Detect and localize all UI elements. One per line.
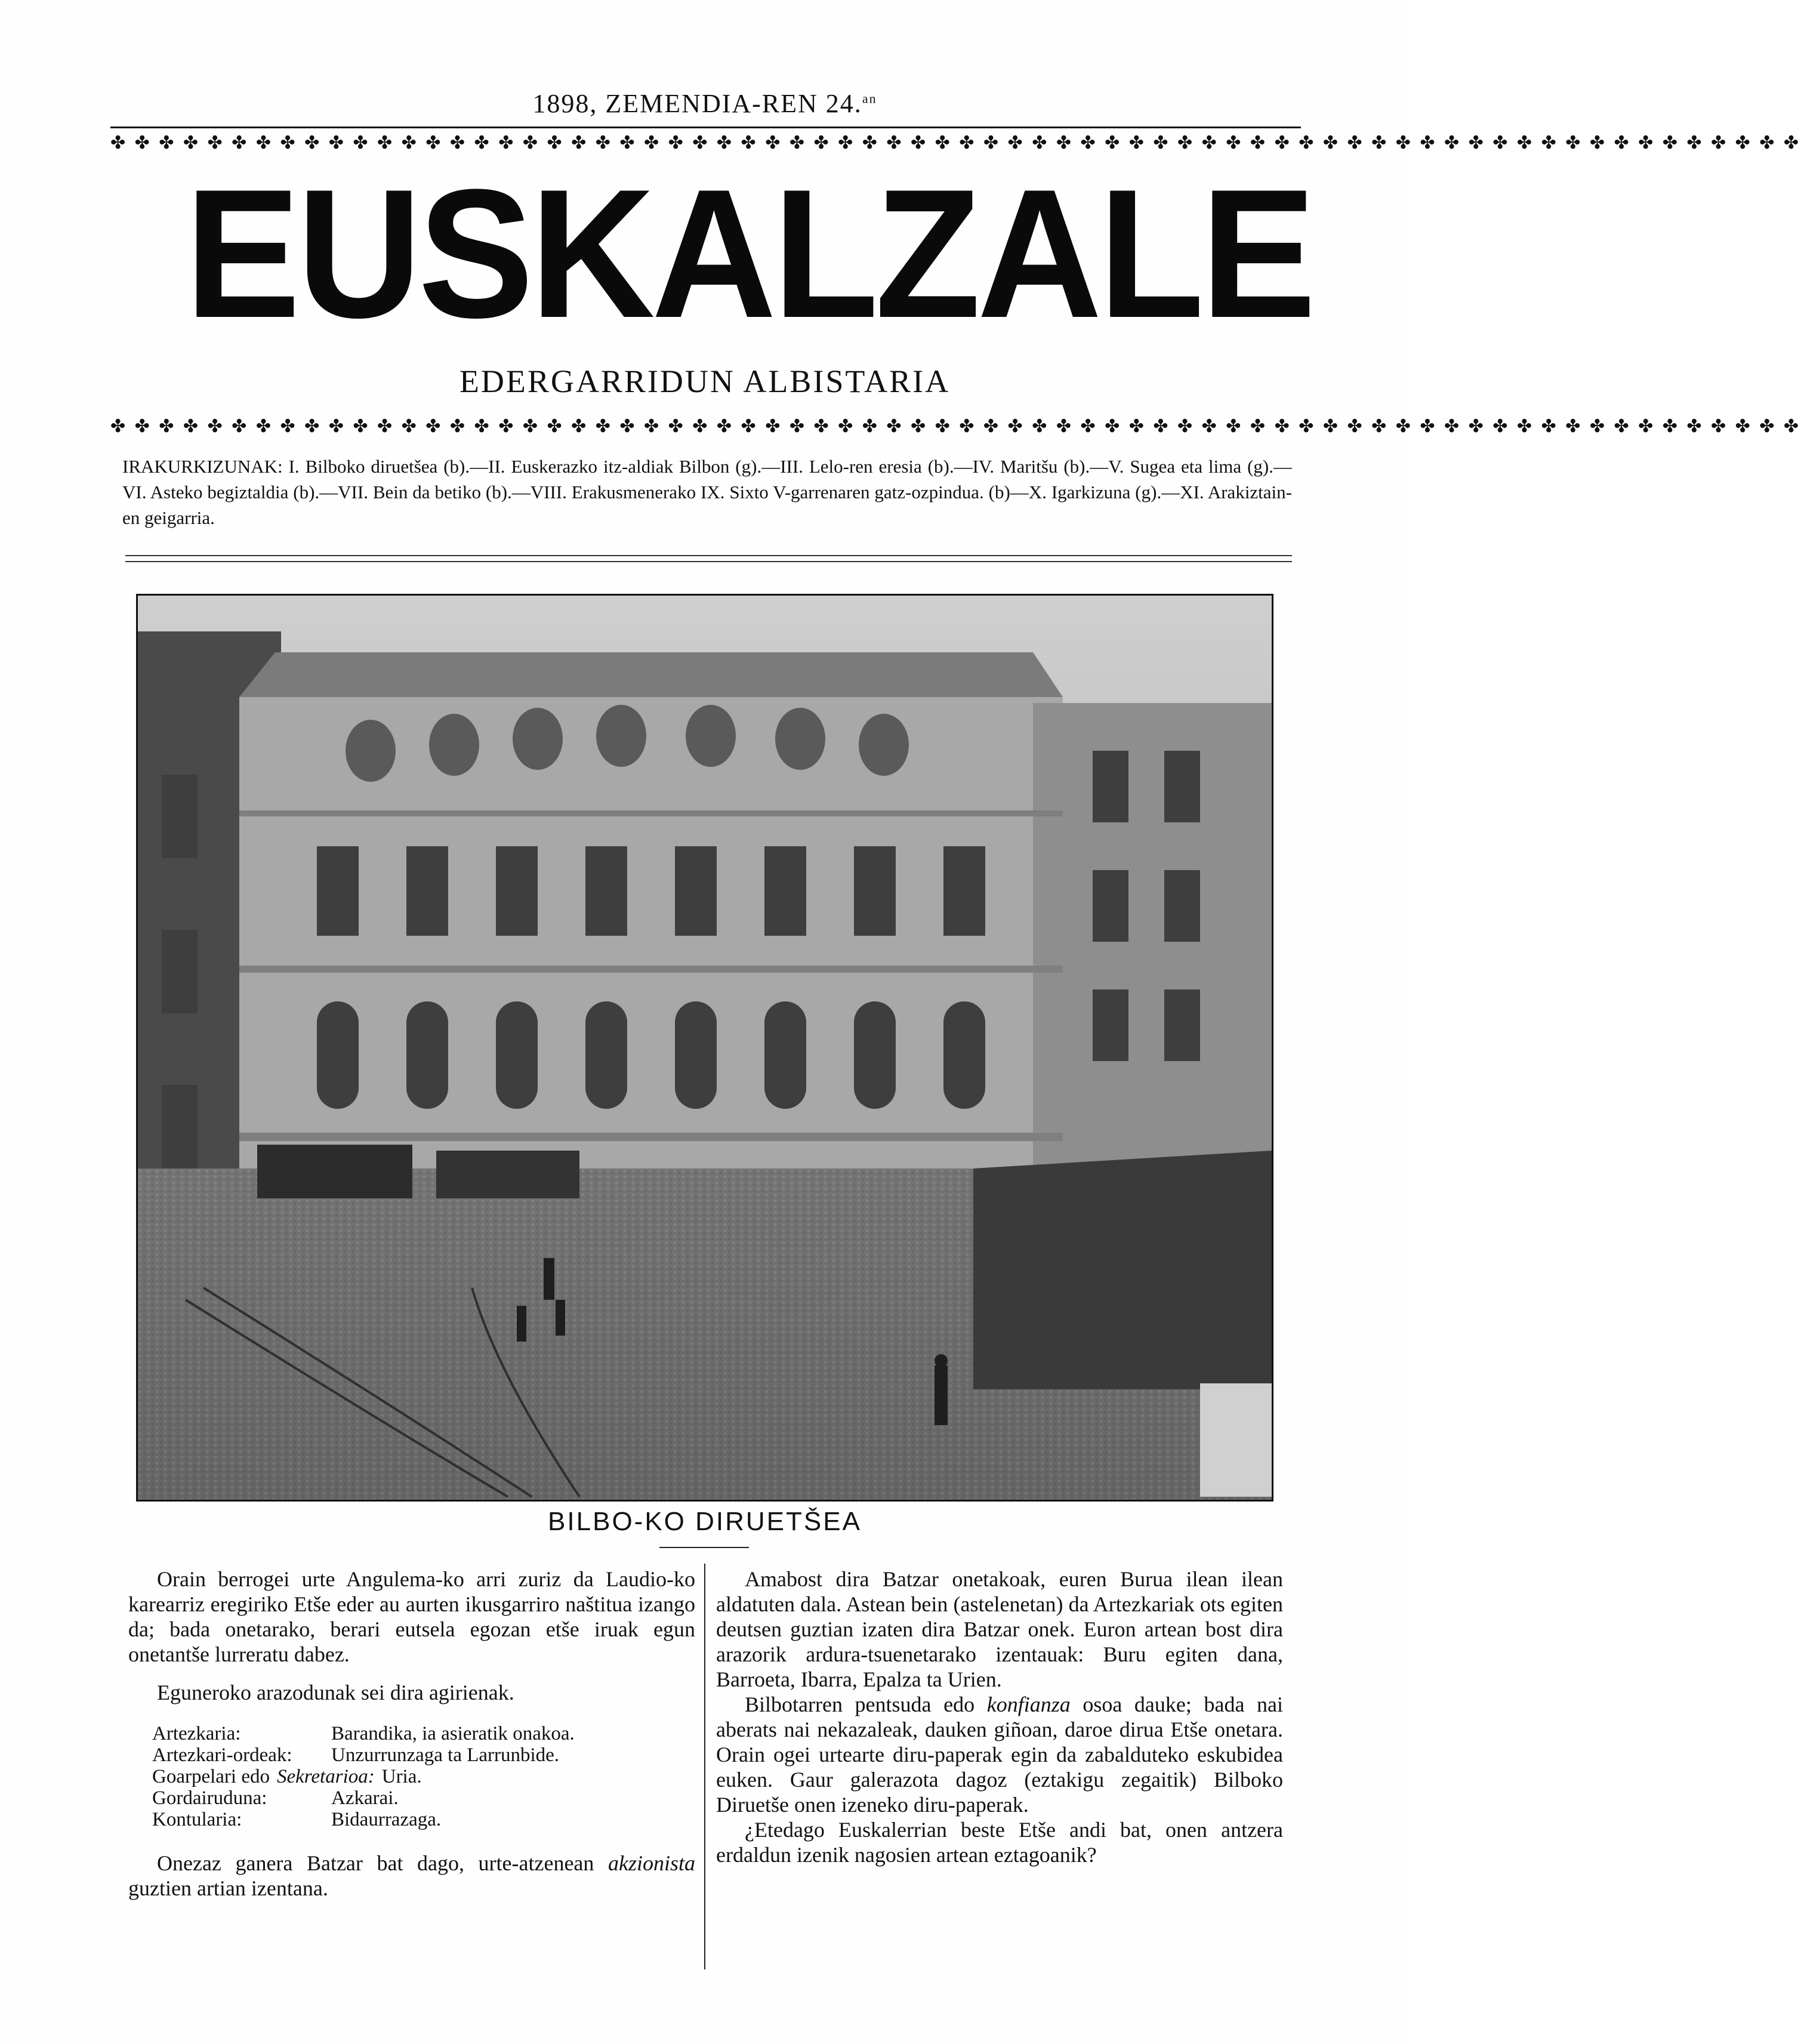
photo-illustration xyxy=(138,596,1272,1500)
caption-underline xyxy=(659,1547,749,1548)
officer-role: Artezkari-ordeak: xyxy=(152,1744,292,1766)
officer-name: Bidaurrazaga. xyxy=(331,1809,442,1830)
officer-role: Goarpelari edo xyxy=(152,1766,270,1787)
ornamental-rule-bottom: ✤ ✤ ✤ ✤ ✤ ✤ ✤ ✤ ✤ ✤ ✤ ✤ ✤ ✤ ✤ ✤ ✤ ✤ ✤ ✤ ✤ ✤ ✤ ✤ ✤ ✤ ✤ ✤ ✤ ✤ ✤ ✤ ✤ ✤ ✤ ✤ ✤ ✤ ✤ ✤ ✤ ✤ ✤ ✤ ✤ ✤ ✤ ✤ ✤ ✤ ✤ ✤ ✤ ✤ ✤ ✤ ✤ ✤ ✤ ✤ ✤ ✤ ✤ ✤ ✤ ✤ ✤ ✤ ✤ ✤ xyxy=(110,417,1801,436)
italic-term: akzionista xyxy=(608,1851,696,1875)
officer-name: Uria. xyxy=(381,1766,422,1787)
officer-row xyxy=(152,1809,695,1830)
italic-term: konfianza xyxy=(986,1692,1071,1716)
ornamental-rule-top: ✤ ✤ ✤ ✤ ✤ ✤ ✤ ✤ ✤ ✤ ✤ ✤ ✤ ✤ ✤ ✤ ✤ ✤ ✤ ✤ ✤ ✤ ✤ ✤ ✤ ✤ ✤ ✤ ✤ ✤ ✤ ✤ ✤ ✤ ✤ ✤ ✤ ✤ ✤ ✤ ✤ ✤ ✤ ✤ ✤ ✤ ✤ ✤ ✤ ✤ ✤ ✤ ✤ ✤ ✤ ✤ ✤ ✤ ✤ ✤ ✤ ✤ ✤ ✤ ✤ ✤ ✤ ✤ ✤ ✤ xyxy=(110,133,1801,153)
officer-row xyxy=(152,1723,695,1744)
left-paragraph-2: Eguneroko arazodunak sei dira agirienak. xyxy=(157,1681,514,1704)
dateline: 1898, ZEMENDIA-REN 24.$^{an}$ xyxy=(532,89,877,118)
top-thin-rule xyxy=(110,127,1301,128)
officer-name: Azkarai. xyxy=(331,1787,399,1809)
left-paragraph-1: Orain berrogei urte Angulema-ko arri zuriz da Laudio-ko karearriz eregiriko Etše eder au aurten ikusgarriro naštitua izango da; bada onetarako, berari eutsela egozan etše iruak egun onetantše lurreratu dabez. xyxy=(128,1567,695,1666)
right-paragraph-3: ¿Etedago Euskalerrian beste Etše andi bat, onen antzera erdaldun izenik nagosien artean eztagoanik? xyxy=(716,1818,1283,1867)
officer-name: Unzurrunzaga ta Larrunbide. xyxy=(331,1744,560,1766)
officer-list xyxy=(152,1723,695,1830)
officer-row xyxy=(152,1766,695,1787)
table-of-contents: IRAKURKIZUNAK: I. Bilboko diruetšea (b).—II. Euskerazko itz-aldiak Bilbon (g).—III. Lelo-ren eresia (b).—IV. Maritšu (b).—V. Sugea eta lima (g).—VI. Asteko begiztaldia (b).—VII. Bein da betiko (b).—VIII. Erakusmenerako IX. Sixto V-garrenaren gatz-ozpindua. (b)—X. Igarkizuna (g).—XI. Arakiztain-en geigarria. xyxy=(122,456,1292,528)
masthead-subtitle: EDERGARRIDUN ALBISTARIA xyxy=(459,363,951,399)
photo-caption: BILBO-KO DIRUETŠEA xyxy=(548,1507,862,1536)
officer-row xyxy=(152,1744,695,1766)
officer-role-italic: Sekretarioa: xyxy=(277,1766,375,1787)
officer-name: Barandika, ia asieratik onakoa. xyxy=(331,1723,575,1744)
officer-row xyxy=(152,1787,695,1809)
masthead-title: EUSKALZALE xyxy=(185,151,1313,356)
right-paragraph-1: Amabost dira Batzar onetakoak, euren Burua ilean ilean aldatuten dala. Astean bein (astelenetan) da Artezkariak ots egiten deutsen guztian izaten dira Batzar onek. Euron artean bost dira arazorik ardura-tsuenetarako izentauak: Buru egiten dana, Barroeta, Ibarra, Epalza ta Urien. xyxy=(716,1567,1283,1691)
column-divider xyxy=(704,1564,705,1969)
left-column xyxy=(128,1567,695,1901)
right-column xyxy=(716,1567,1283,1867)
officer-role: Kontularia: xyxy=(152,1809,242,1830)
building-photograph xyxy=(136,594,1273,1502)
officer-role: Gordairuduna: xyxy=(152,1787,267,1809)
double-rule xyxy=(125,555,1292,562)
left-paragraph-3: Onezaz ganera Batzar bat dago, urte-atzenean akzionista guztien artian izentana. xyxy=(128,1851,696,1900)
dateline-suffix: an xyxy=(862,91,877,106)
right-paragraph-2: Bilbotarren pentsuda edo konfianza osoa dauke; bada nai aberats nai nekazaleak, dauken giñoan, daroe dirua Etše onetara. Orain ogei urtearte diru-paperak egin da zabalduteko eskubidea euken. Gaur galerazota dagoz (eztakigu zegaitik) Bilboko Diruetše onen izeneko diru-paperak. xyxy=(716,1692,1284,1817)
officer-role: Artezkaria: xyxy=(152,1723,241,1744)
